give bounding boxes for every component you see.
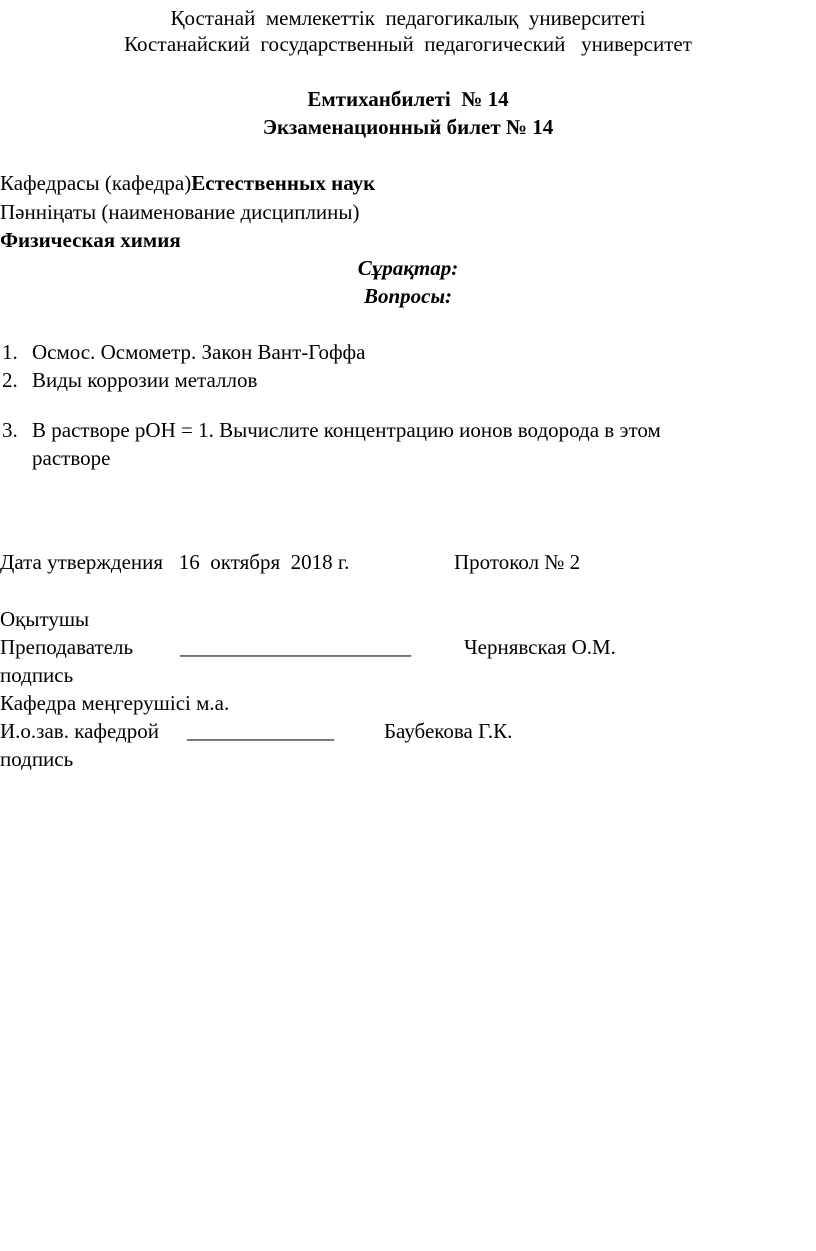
teacher-signature-caption: подпись <box>0 663 74 687</box>
department-value: Естественных наук <box>191 171 376 195</box>
approval-date: Дата утверждения 16 октября 2018 г. <box>0 550 350 574</box>
teacher-label-kz: Оқытушы <box>0 607 90 631</box>
head-signature-caption: подпись <box>0 747 74 771</box>
ticket-title-kz: Емтиханбилеті № 14 <box>307 87 509 111</box>
university-name-ru: Костанайский государственный педагогический университет <box>124 32 692 56</box>
questions-heading-kz: Сұрақтар: <box>357 256 459 280</box>
department-line <box>0 173 375 194</box>
question-text: В растворе рОН = 1. Вычислите концентрацию ионов водорода в этом <box>32 418 661 442</box>
question-text: Осмос. Осмометр. Закон Вант-Гоффа <box>32 340 366 364</box>
protocol-number: Протокол № 2 <box>454 550 581 574</box>
question-number: 3. <box>2 418 18 442</box>
head-label-kz: Кафедра меңгерушісі м.а. <box>0 691 230 715</box>
head-signature-line: ______________ <box>187 719 334 743</box>
question-number: 2. <box>2 368 18 392</box>
head-label-ru: И.о.зав. кафедрой <box>0 719 159 743</box>
teacher-signature-line: ______________________ <box>180 635 411 659</box>
discipline-label: Пәнніңаты (наименование дисциплины) <box>0 200 360 224</box>
university-name-kz: Қостанай мемлекеттік педагогикалық университеті <box>170 6 646 30</box>
question-number: 1. <box>2 340 18 364</box>
ticket-title-ru: Экзаменационный билет № 14 <box>262 115 554 139</box>
head-name: Баубекова Г.К. <box>384 719 513 743</box>
question-text: Виды коррозии металлов <box>32 368 258 392</box>
discipline-value: Физическая химия <box>0 228 181 252</box>
department-label: Кафедрасы (кафедра) <box>0 171 192 195</box>
questions-heading-ru: Вопросы: <box>363 284 453 308</box>
teacher-label-ru: Преподаватель <box>0 635 134 659</box>
question-text-continuation: растворе <box>32 446 111 470</box>
teacher-name: Чернявская О.М. <box>464 635 616 659</box>
